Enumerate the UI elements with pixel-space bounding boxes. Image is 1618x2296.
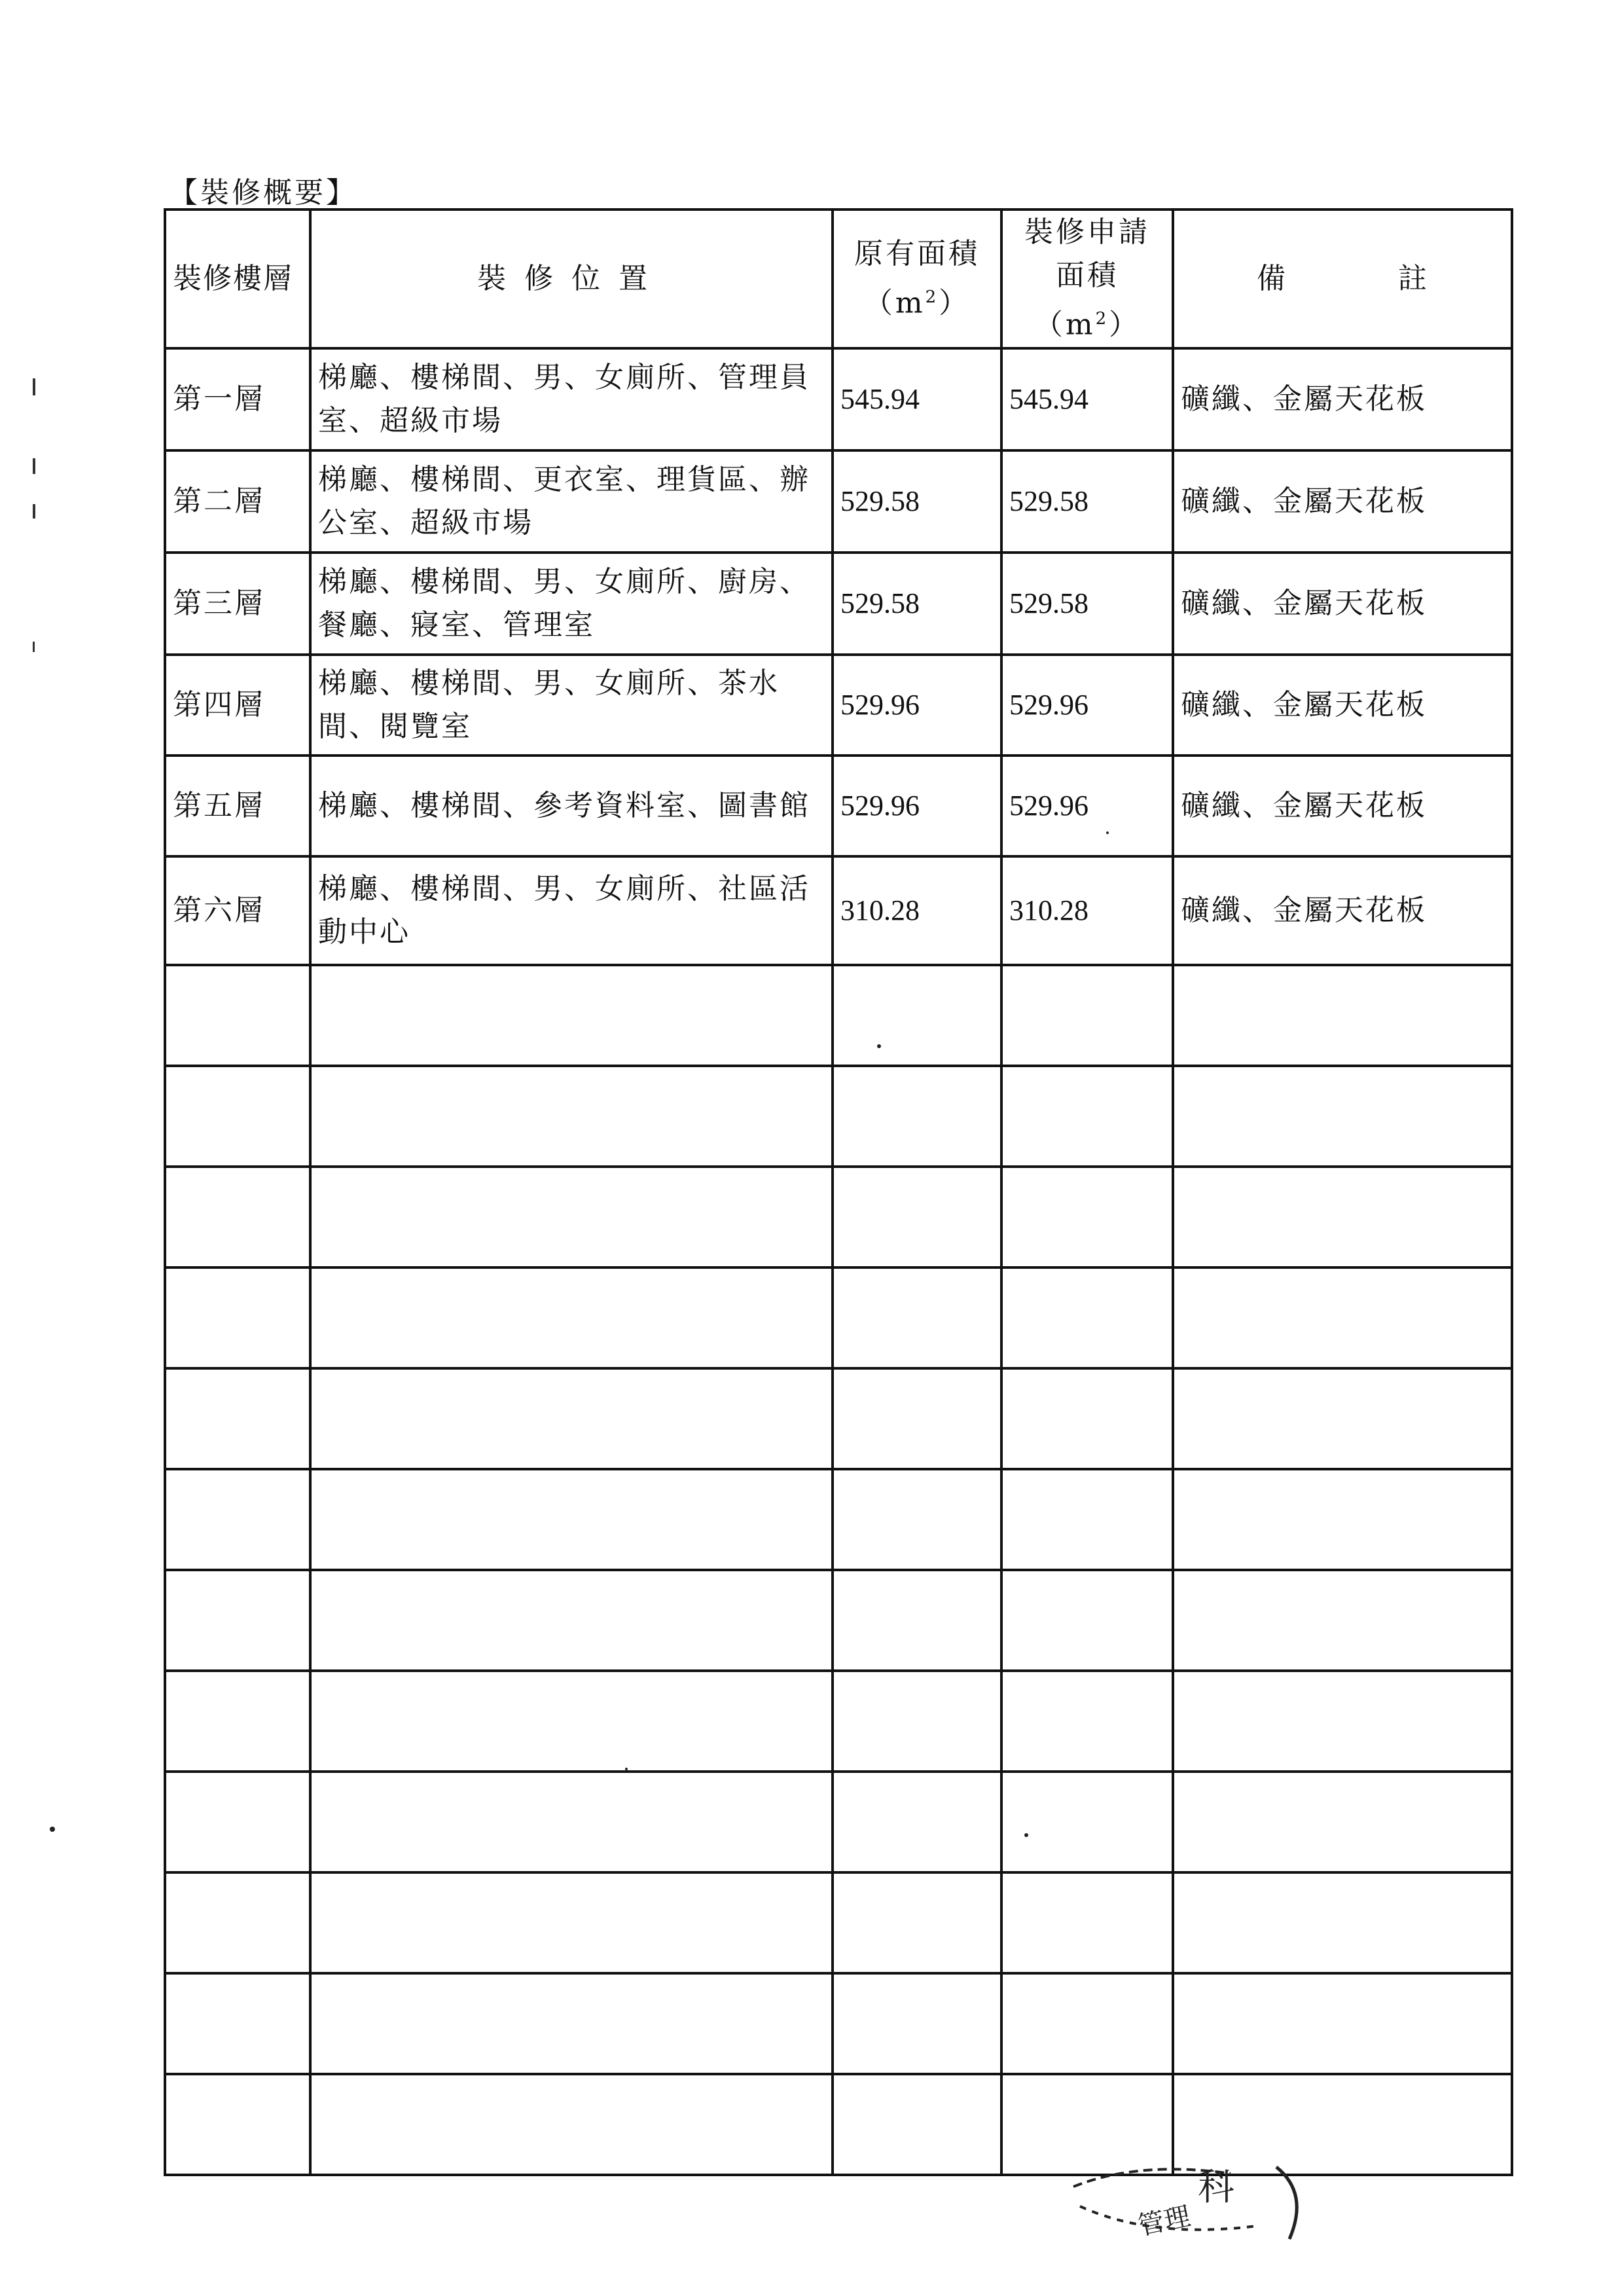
row-location: 梯廳、樓梯間、參考資料室、圖書館 <box>310 756 833 856</box>
empty-cell <box>165 965 310 1066</box>
header-note-part2: 註 <box>1398 261 1428 295</box>
empty-row <box>165 1267 1512 1368</box>
empty-cell <box>310 1167 833 1267</box>
empty-cell <box>310 1973 833 2074</box>
empty-cell <box>833 1973 1001 2074</box>
row-applied-area: 529.58 <box>1001 553 1173 655</box>
empty-cell <box>1001 965 1173 1066</box>
empty-cell <box>310 1671 833 1772</box>
empty-cell <box>1001 1267 1173 1368</box>
scan-mark <box>33 504 35 519</box>
empty-row <box>165 1570 1512 1671</box>
header-applied-area-line1: 裝修申請 <box>1024 215 1150 249</box>
empty-cell <box>1173 1671 1512 1772</box>
seal-stamp-icon <box>1060 2154 1322 2246</box>
empty-cell <box>165 1469 310 1570</box>
empty-cell <box>310 1469 833 1570</box>
empty-cell <box>1173 1066 1512 1167</box>
empty-cell <box>1001 1570 1173 1671</box>
header-original-area-unit-end: ） <box>939 286 971 320</box>
header-applied-area-sup: 2 <box>1095 309 1109 329</box>
row-original-area: 545.94 <box>833 348 1001 450</box>
row-floor: 第四層 <box>165 655 310 756</box>
header-note-part1: 備 <box>1257 261 1287 295</box>
empty-cell <box>1173 1570 1512 1671</box>
scan-speck <box>877 1044 881 1048</box>
header-original-area-line1: 原有面積 <box>854 237 980 270</box>
empty-cell <box>1001 1772 1173 1872</box>
row-applied-area: 529.96 <box>1001 756 1173 856</box>
row-applied-area: 529.58 <box>1001 450 1173 553</box>
row-floor: 第一層 <box>165 348 310 450</box>
scan-speck <box>1024 1833 1028 1837</box>
row-floor: 第三層 <box>165 553 310 655</box>
empty-cell <box>833 1368 1001 1469</box>
row-note: 礦纖、金屬天花板 <box>1173 856 1512 965</box>
empty-row <box>165 1772 1512 1872</box>
header-original-area-unit: （m <box>863 286 926 320</box>
empty-cell <box>1173 1772 1512 1872</box>
empty-cell <box>833 1469 1001 1570</box>
row-location: 梯廳、樓梯間、男、女廁所、管理員室、超級市場 <box>310 348 833 450</box>
row-location: 梯廳、樓梯間、更衣室、理貨區、辦公室、超級市場 <box>310 450 833 553</box>
row-floor: 第二層 <box>165 450 310 553</box>
empty-cell <box>165 2074 310 2175</box>
row-original-area: 529.58 <box>833 553 1001 655</box>
row-location: 梯廳、樓梯間、男、女廁所、廚房、餐廳、寢室、管理室 <box>310 553 833 655</box>
header-applied-area-unit-end: ） <box>1109 308 1141 342</box>
empty-cell <box>833 965 1001 1066</box>
scan-speck <box>625 1768 628 1770</box>
seal-char-1: 科 <box>1198 2166 1234 2209</box>
table-header-row <box>165 210 1512 348</box>
header-note <box>1173 210 1512 348</box>
empty-cell <box>1173 965 1512 1066</box>
row-note: 礦纖、金屬天花板 <box>1173 450 1512 553</box>
empty-cell <box>833 1570 1001 1671</box>
empty-cell <box>833 1872 1001 1973</box>
header-applied-area <box>1001 210 1173 348</box>
table-row <box>165 450 1512 553</box>
empty-cell <box>1173 1973 1512 2074</box>
empty-cell <box>310 1570 833 1671</box>
empty-cell <box>833 1066 1001 1167</box>
section-title: 【裝修概要】 <box>169 176 357 210</box>
row-original-area: 310.28 <box>833 856 1001 965</box>
empty-row <box>165 1973 1512 2074</box>
empty-cell <box>1001 1872 1173 1973</box>
table-row <box>165 856 1512 965</box>
empty-cell <box>310 2074 833 2175</box>
row-location: 梯廳、樓梯間、男、女廁所、社區活動中心 <box>310 856 833 965</box>
empty-cell <box>165 1570 310 1671</box>
empty-cell <box>833 2074 1001 2175</box>
empty-cell <box>1173 1167 1512 1267</box>
empty-row <box>165 1469 1512 1570</box>
empty-cell <box>1173 1872 1512 1973</box>
empty-cell <box>1173 1368 1512 1469</box>
table-row <box>165 655 1512 756</box>
row-original-area: 529.58 <box>833 450 1001 553</box>
empty-row <box>165 1872 1512 1973</box>
row-note: 礦纖、金屬天花板 <box>1173 655 1512 756</box>
empty-cell <box>310 1066 833 1167</box>
row-note: 礦纖、金屬天花板 <box>1173 348 1512 450</box>
empty-cell <box>1173 1267 1512 1368</box>
empty-cell <box>833 1772 1001 1872</box>
empty-row <box>165 1167 1512 1267</box>
scan-mark <box>33 642 35 652</box>
table-row <box>165 348 1512 450</box>
empty-cell <box>1001 1066 1173 1167</box>
empty-cell <box>1173 1469 1512 1570</box>
empty-cell <box>1001 1469 1173 1570</box>
empty-cell <box>165 1167 310 1267</box>
row-floor: 第六層 <box>165 856 310 965</box>
empty-cell <box>310 1267 833 1368</box>
row-location: 梯廳、樓梯間、男、女廁所、茶水間、閱覽室 <box>310 655 833 756</box>
row-floor: 第五層 <box>165 756 310 856</box>
header-location: 裝修位置 <box>310 210 833 348</box>
empty-row <box>165 1066 1512 1167</box>
header-floor: 裝修樓層 <box>165 210 310 348</box>
empty-cell <box>310 1772 833 1872</box>
empty-cell <box>833 1167 1001 1267</box>
renovation-summary-table <box>164 208 1513 2176</box>
row-original-area: 529.96 <box>833 756 1001 856</box>
empty-cell <box>165 1066 310 1167</box>
scan-mark <box>33 458 35 474</box>
empty-cell <box>833 1671 1001 1772</box>
scan-mark <box>33 378 35 395</box>
seal-char-2: 管理 <box>1136 2201 1193 2242</box>
row-applied-area: 310.28 <box>1001 856 1173 965</box>
empty-cell <box>165 1973 310 2074</box>
empty-cell <box>165 1671 310 1772</box>
row-note: 礦纖、金屬天花板 <box>1173 756 1512 856</box>
row-original-area: 529.96 <box>833 655 1001 756</box>
empty-cell <box>1001 1368 1173 1469</box>
header-original-area <box>833 210 1001 348</box>
empty-row <box>165 965 1512 1066</box>
scan-speck <box>1106 831 1109 834</box>
table-row <box>165 756 1512 856</box>
scan-speck <box>50 1827 55 1832</box>
empty-cell <box>165 1267 310 1368</box>
header-original-area-sup: 2 <box>925 287 939 307</box>
empty-cell <box>833 1267 1001 1368</box>
row-applied-area: 529.96 <box>1001 655 1173 756</box>
empty-cell <box>165 1368 310 1469</box>
empty-cell <box>1001 1671 1173 1772</box>
empty-cell <box>1001 1973 1173 2074</box>
row-applied-area: 545.94 <box>1001 348 1173 450</box>
empty-cell <box>1001 1167 1173 1267</box>
empty-cell <box>165 1772 310 1872</box>
empty-cell <box>310 965 833 1066</box>
empty-cell <box>310 1368 833 1469</box>
row-note: 礦纖、金屬天花板 <box>1173 553 1512 655</box>
header-applied-area-unit: 面積（m <box>1034 259 1119 342</box>
empty-row <box>165 1671 1512 1772</box>
empty-cell <box>165 1872 310 1973</box>
empty-row <box>165 1368 1512 1469</box>
empty-cell <box>310 1872 833 1973</box>
table-row <box>165 553 1512 655</box>
